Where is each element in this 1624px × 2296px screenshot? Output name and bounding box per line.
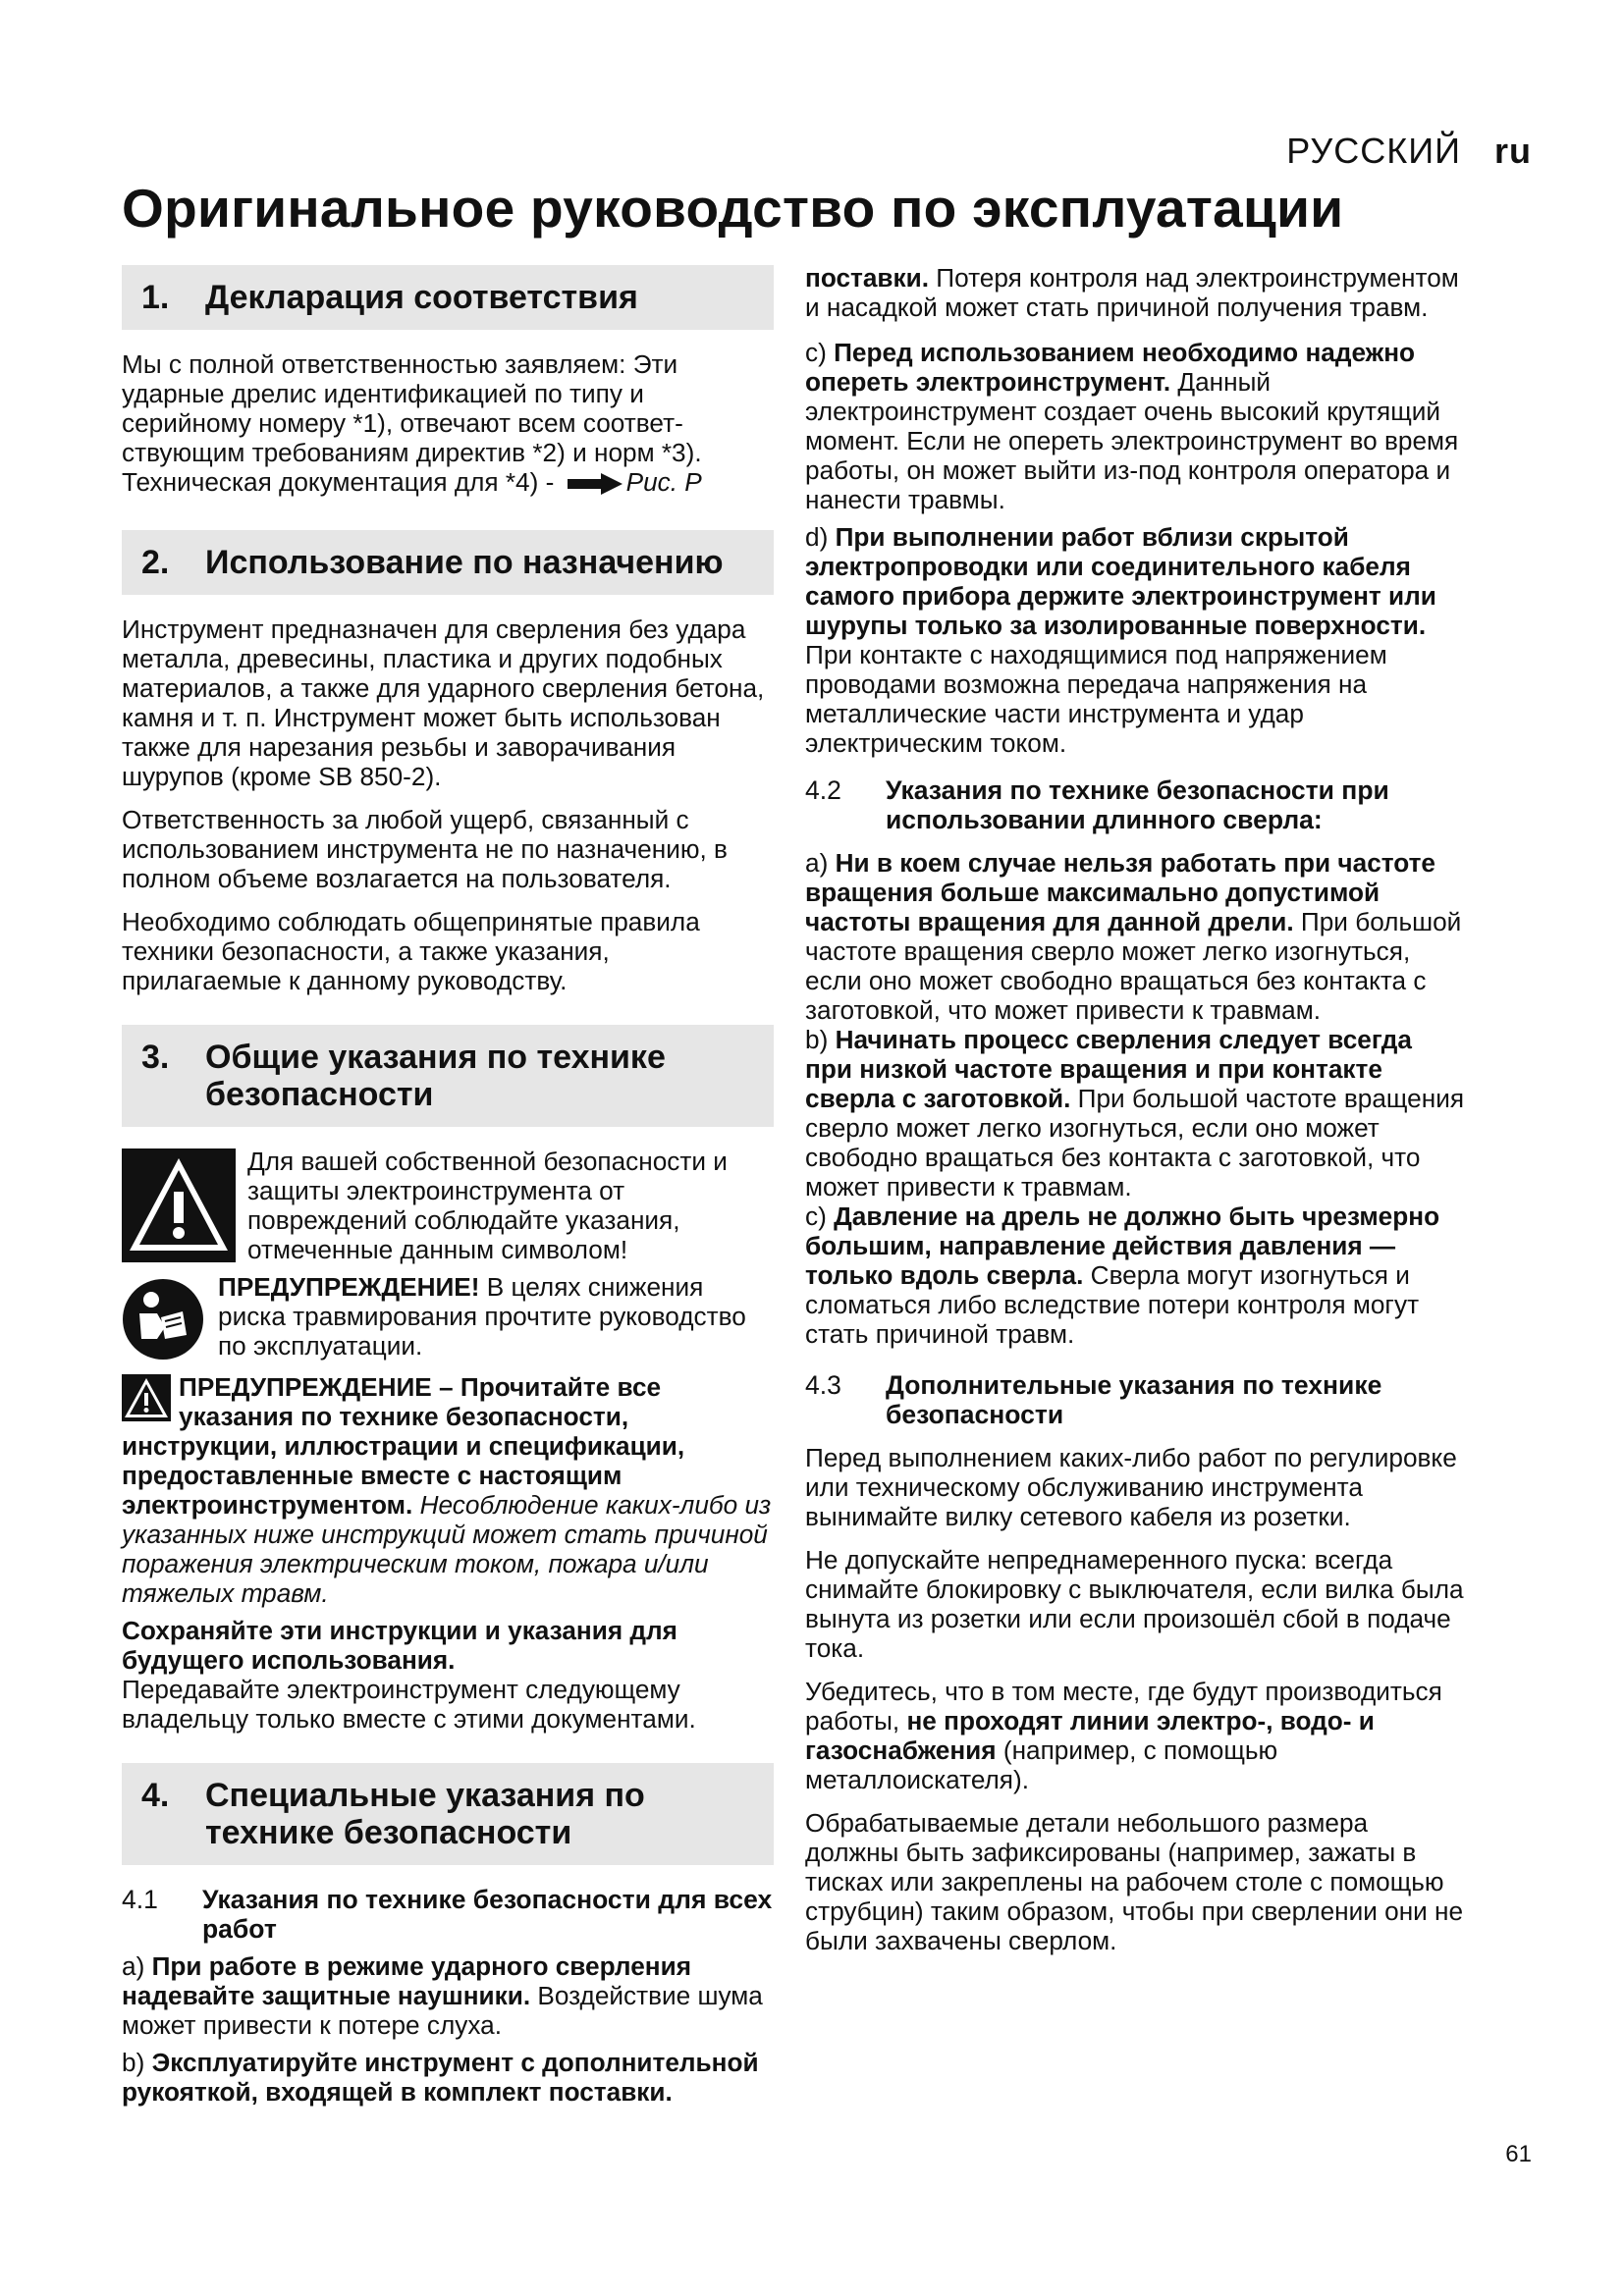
- rule-4-1-c: c) Перед использованием необходимо надежно опереть электроинструмент. Данный электроинструмент создает очень высокий крутящий момент. Если не опереть электроинструмент во время работы, он может выйти из-под контроля оператора и нанести травмы.: [805, 338, 1459, 514]
- liability-text: Ответственность за любой ущерб, связанный с использованием инструмента не по назначению, в полном объеме возлагается на пользователя.: [122, 805, 728, 893]
- intended-use-text: Инструмент предназначен для сверления без удара металла, древесины, пластика и других подобных материалов, а также для ударного сверления бетона, камня и т. п. Инструмент может быть использован также для нарезания резьбы и заворачивания шурупов (кроме SB 850-2).: [122, 614, 765, 791]
- section-1-heading: [122, 265, 774, 330]
- subsection-4-1-heading: 4.1 Указания по технике безопасности для всех работ: [122, 1885, 773, 1944]
- section-number: 2.: [141, 544, 170, 581]
- rule-4-1-a: a) При работе в режиме ударного сверления надевайте защитные наушники. Воздействие шума может привести к потере слуха.: [122, 1951, 763, 2040]
- rule-4-3-p3: Убедитесь, что в том месте, где будут производиться работы, не проходят линии электро-, водо- и газоснабжения (например, с помощью металлоискателя).: [805, 1677, 1442, 1794]
- keep-instructions-heading: Сохраняйте эти инструкции и указания для будущего использования.: [122, 1616, 677, 1675]
- warning-triangle-icon: [122, 1148, 236, 1262]
- rule-4-3-p1: Перед выполнением каких-либо работ по регулировке или техническому обслуживанию инструмента вынимайте вилку сетевого кабеля из розетки.: [805, 1443, 1457, 1531]
- subsection-4-3-heading: 4.3 Дополнительные указания по технике безопасности: [805, 1370, 1382, 1429]
- rule-4-1-b: b) Эксплуатируйте инструмент с дополнительной рукояткой, входящей в комплект поставки.: [122, 2048, 759, 2107]
- language-code: ru: [1494, 131, 1532, 171]
- rule-4-2-a: a) Ни в коем случае нельзя работать при частоте вращения больше максимально допустимой частоты вращения для данной дрели. При большой частоте вращения сверло может легко изогнуться, если оно может свободно вращаться без контакта с заготовкой, что может привести к травмам.: [805, 848, 1462, 1025]
- arrow-right-icon: [568, 473, 623, 495]
- section-title: Декларация соответствия: [205, 279, 638, 316]
- language-label: РУССКИЙ: [1286, 131, 1461, 171]
- right-column: [805, 263, 1465, 1955]
- figure-ref: Рис. P: [625, 467, 702, 497]
- section-title: Общие указания по технике безопасности: [205, 1039, 666, 1113]
- warning-triangle-small-icon: [122, 1374, 171, 1421]
- language-header: [1286, 131, 1532, 172]
- safety-rules-text: Необходимо соблюдать общепринятые правила техники безопасности, а также указания, прилагаемые к данному руководству.: [122, 907, 700, 995]
- left-column: [122, 265, 774, 2107]
- rule-4-1-b-continued: поставки. Потеря контроля над электроинструментом и насадкой может стать причиной получения травм.: [805, 263, 1459, 322]
- rule-4-3-p2: Не допускайте непреднамеренного пуска: всегда снимайте блокировку с выключателя, если вилка была вынута из розетки или если произошёл сбой в подаче тока.: [805, 1545, 1464, 1663]
- section-title: Использование по назначению: [205, 544, 724, 581]
- section-4-heading: [122, 1763, 774, 1865]
- symbol-note-text: Для вашей собственной безопасности и защиты электроинструмента от повреждений соблюдайте указания, отмеченные данным символом!: [247, 1147, 728, 1264]
- rule-4-2-c: c) Давление на дрель не должно быть чрезмерно большим, направление действия давления — только вдоль сверла. Сверла могут изогнуться и сломаться либо вследствие потери контроля могут стать причиной травм.: [805, 1201, 1440, 1349]
- subsection-4-2-heading: 4.2 Указания по технике безопасности при использовании длинного сверла:: [805, 775, 1389, 834]
- rule-4-2-b: b) Начинать процесс сверления следует всегда при низкой частоте вращения и при контакте сверла с заготовкой. При большой частоте вращения сверло может легко изогнуться, если оно может свободно вращаться без контакта с заготовкой, что может привести к травмам.: [805, 1025, 1465, 1201]
- section-3-heading: [122, 1025, 774, 1127]
- keep-instructions-text: Передавайте электроинструмент следующему владельцу только вместе с этими документами.: [122, 1675, 696, 1734]
- read-manual-icon: [122, 1278, 204, 1361]
- rule-4-1-d: d) При выполнении работ вблизи скрытой электропроводки или соединительного кабеля самого прибора держите электроинструмент или шурупы только за изолированные поверхности. При контакте с находящимися под напряжением проводами возможна передача напряжения на металлические части инструмента и удар электрическим током.: [805, 522, 1436, 758]
- safety-symbol-note: [122, 1147, 774, 1264]
- read-manual-warning: [122, 1272, 774, 1361]
- section-title: Специальные указания по технике безопасности: [205, 1777, 645, 1851]
- declaration-text: Мы с полной ответственностью заявляем: Эти ударные дрелис идентификацией по типу и серийному номеру *1), отвечают всем соответствующим требованиям директив *2) и норм *3). Техническая документация для *4) - Рис. P: [122, 349, 702, 497]
- section-number: 4.: [141, 1777, 170, 1814]
- section-number: 1.: [141, 279, 170, 316]
- rule-4-3-p4: Обрабатываемые детали небольшого размера должны быть зафиксированы (например, зажаты в тисках или закреплены на рабочем столе с помощью струбцин) таким образом, чтобы при сверлении они не были захвачены сверлом.: [805, 1808, 1464, 1955]
- general-warning-text: ПРЕДУПРЕЖДЕНИЕ – Прочитайте все указания по технике безопасности, инструкции, иллюстрации и спецификации, предоставленные вместе с настоящим электроинструментом. Несоблюдение каких-либо из указанных ниже инструкций может стать причиной поражения электрическим током, пожара и/или тяжелых травм.: [122, 1372, 772, 1608]
- section-number: 3.: [141, 1039, 170, 1076]
- section-2-heading: [122, 530, 774, 595]
- page-title: Оригинальное руководство по эксплуатации: [122, 178, 1344, 239]
- page-number: 61: [1505, 2141, 1532, 2167]
- read-manual-text: ПРЕДУПРЕЖДЕНИЕ! В целях снижения риска травмирования прочтите руководство по эксплуатации.: [218, 1272, 746, 1361]
